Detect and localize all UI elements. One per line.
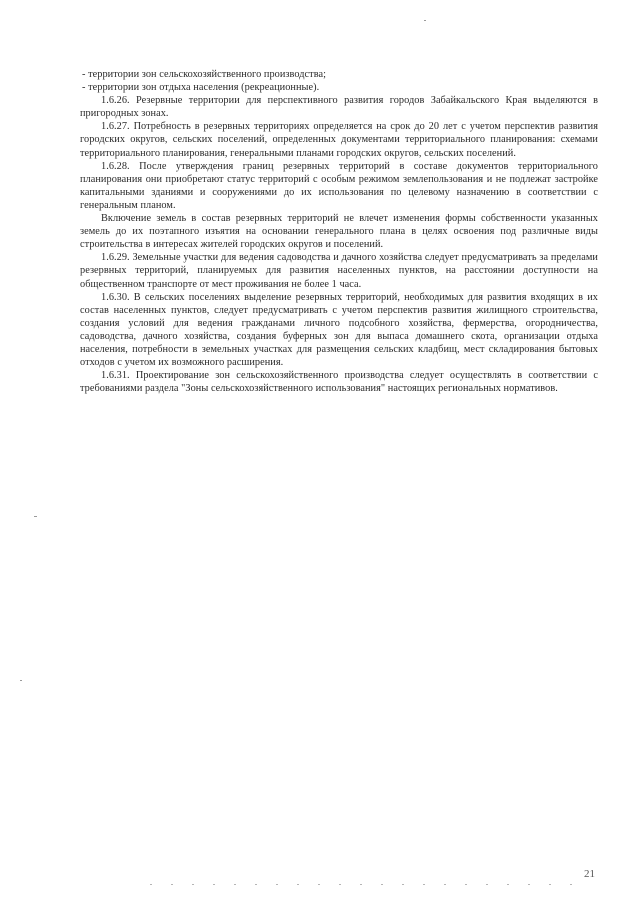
scan-speck: [20, 680, 22, 681]
paragraph-reserve-inclusion: Включение земель в состав резервных территорий не влечет изменения формы собственности указанных земель до их поэтапного изъятия на основании генерального плана в целях освоения под различные виды строительства в интересах жителей городских округов и поселений.: [80, 213, 598, 251]
bullet-recreation-zones: - территории зон отдыха населения (рекреационные).: [82, 82, 320, 94]
scan-speck: [34, 516, 37, 517]
paragraph-1-6-29: 1.6.29. Земельные участки для ведения садоводства и дачного хозяйства следует предусматривать за пределами резервных территорий, планируемых для развития населенных пунктов, на расстоянии доступности на общественном транспорте от мест проживания не более 1 часа.: [80, 252, 598, 290]
paragraph-1-6-27: 1.6.27. Потребность в резервных территориях определяется на срок до 20 лет с учетом перспектив развития городских округов, сельских поселений, определенных документами территориального планирования: схемами территориального планирования, генеральными планами городских округов, сельских поселений.: [80, 121, 598, 159]
bullet-agricultural-zones: - территории зон сельскохозяйственного производства;: [82, 69, 327, 80]
paragraph-1-6-28: 1.6.28. После утверждения границ резервных территорий в составе документов территориального планирования они приобретают статус территорий с особым режимом землепользования и не подлежат застройке капитальными зданиями и сооружениями до их использования по целевому назначению в соответствии с генеральным планом.: [80, 160, 598, 211]
page-number: 21: [584, 868, 595, 880]
scan-dotted-edge: [150, 884, 580, 885]
paragraph-1-6-30: 1.6.30. В сельских поселениях выделение резервных территорий, необходимых для развития входящих в их состав населенных пунктов, следует предусматривать с учетом перспектив развития жилищного строительства, создания условий для ведения гражданами личного подсобного хозяйства, фермерства, огородничества, садоводства, дачного хозяйства, создания буферных зон для выпаса домашнего скота, организации отдыха населения, потребности в земельных участках для размещения сельских кладбищ, мест складирования бытовых отходов с учетом их возможного расширения.: [80, 291, 598, 369]
paragraph-1-6-26: 1.6.26. Резервные территории для перспективного развития городов Забайкальского Края выделяются в пригородных зонах.: [80, 95, 598, 120]
document-body: [80, 68, 598, 395]
paragraph-1-6-31: 1.6.31. Проектирование зон сельскохозяйственного производства следует осуществлять в соответствии с требованиями раздела "Зоны сельскохозяйственного использования" настоящих региональных нормативов.: [80, 370, 598, 395]
scan-speck: [424, 20, 426, 21]
